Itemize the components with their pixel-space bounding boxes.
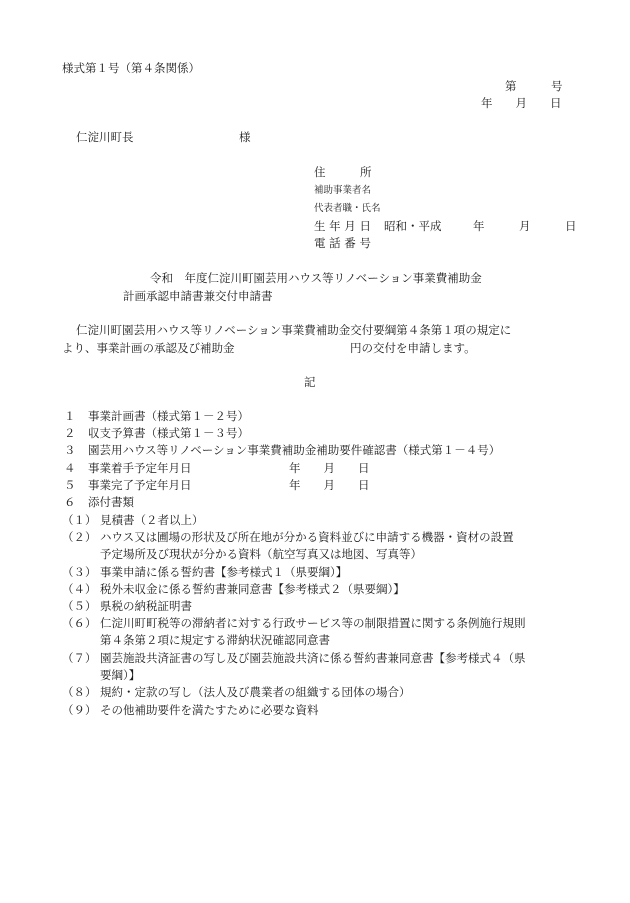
address-label: 住 所 — [314, 165, 372, 179]
attachment-item — [62, 599, 192, 614]
attachment-number: （４） — [62, 582, 97, 596]
item-number: ５ — [64, 478, 76, 492]
list-item — [64, 495, 134, 510]
list-item — [64, 409, 249, 424]
item-number: ６ — [64, 495, 76, 509]
item-date: 年 月 日 — [289, 461, 370, 475]
attachment-number: （１） — [62, 513, 97, 527]
birthdate-units: 年 月 日 — [473, 219, 577, 233]
item-number: １ — [64, 409, 76, 423]
attachment-number: （９） — [62, 703, 97, 717]
attachment-number: （８） — [62, 685, 97, 699]
attachment-item — [62, 651, 526, 666]
attachment-text: 仁淀川町町税等の滞納者に対する行政サービス等の制限措置に関する条例施行規則 — [100, 616, 526, 630]
attachment-text: 見積書（２者以上） — [100, 513, 204, 527]
attachment-item — [62, 616, 526, 631]
item-text: 収支予算書（様式第１－３号） — [88, 426, 249, 440]
document-date: 年 月 日 — [481, 96, 562, 110]
form-label: 様式第１号（第４条関係） — [62, 61, 200, 75]
attachment-text: ハウス又は圃場の形状及び所在地が分かる資料並びに申請する機器・資材の設置 — [100, 530, 514, 544]
attachment-item — [62, 565, 348, 580]
birthdate-label: 生 年 月 日 — [314, 219, 371, 233]
addressee-name: 仁淀川町長 — [76, 130, 134, 144]
item-text: 事業計画書（様式第１－２号） — [88, 409, 249, 423]
addressee-honorific: 様 — [239, 130, 251, 144]
attachment-continuation: 要綱）】 — [100, 668, 141, 682]
title-line-2: 計画承認申請書兼交付申請書 — [123, 289, 273, 303]
attachment-item — [62, 513, 204, 528]
item-text: 添付書類 — [88, 495, 134, 509]
item-number: ３ — [64, 443, 76, 457]
representative-label: 代表者職・氏名 — [314, 203, 381, 214]
body-line-1: 仁淀川町園芸用ハウス等リノベーション事業費補助金交付要綱第４条第１項の規定に — [76, 323, 512, 337]
attachment-item — [62, 530, 514, 545]
attachment-text: 税外未収金に係る誓約書兼同意書【参考様式２（県要綱）】 — [100, 582, 405, 596]
list-item — [64, 478, 370, 493]
body-line-2-prefix: より、事業計画の承認及び補助金 — [62, 341, 235, 355]
ki-heading: 記 — [304, 375, 316, 389]
item-text: 事業着手予定年月日 — [88, 461, 192, 475]
attachment-number: （７） — [62, 651, 97, 665]
list-item — [64, 443, 501, 458]
attachment-number: （６） — [62, 616, 97, 630]
list-item — [64, 461, 370, 476]
attachment-continuation: 予定場所及び現状が分かる資料（航空写真又は地図、写真等） — [100, 547, 422, 561]
item-number: ２ — [64, 426, 76, 440]
item-text: 事業完了予定年月日 — [88, 478, 192, 492]
attachment-item — [62, 685, 411, 700]
title-line-1: 令和 年度仁淀川町園芸用ハウス等リノベーション事業費補助金 — [150, 271, 482, 285]
attachment-text: 園芸施設共済証書の写し及び園芸施設共済に係る誓約書兼同意書【参考様式４（県 — [100, 651, 526, 665]
body-line-2-suffix: 円の交付を申請します。 — [350, 341, 476, 355]
item-text: 園芸用ハウス等リノベーション事業費補助金補助要件確認書（様式第１－４号） — [88, 443, 501, 457]
attachment-text: 県税の納税証明書 — [100, 599, 192, 613]
attachment-item — [62, 582, 405, 597]
item-date: 年 月 日 — [289, 478, 370, 492]
attachment-text: 事業申請に係る誓約書【参考様式１（県要綱）】 — [100, 565, 348, 579]
attachment-text: その他補助要件を満たすために必要な資料 — [100, 703, 319, 717]
phone-label: 電 話 番 号 — [314, 236, 371, 250]
attachment-text: 規約・定款の写し（法人及び農業者の組織する団体の場合） — [100, 685, 411, 699]
attachment-number: （５） — [62, 599, 97, 613]
business-name-label: 補助事業者名 — [314, 185, 372, 196]
attachment-continuation: 第４条第２項に規定する滞納状況確認同意書 — [100, 633, 330, 647]
attachment-item — [62, 703, 319, 718]
attachment-number: （２） — [62, 530, 97, 544]
attachment-number: （３） — [62, 565, 97, 579]
item-number: ４ — [64, 461, 76, 475]
era-options: 昭和・平成 — [384, 219, 442, 233]
list-item — [64, 426, 249, 441]
document-number: 第 号 — [505, 79, 563, 93]
